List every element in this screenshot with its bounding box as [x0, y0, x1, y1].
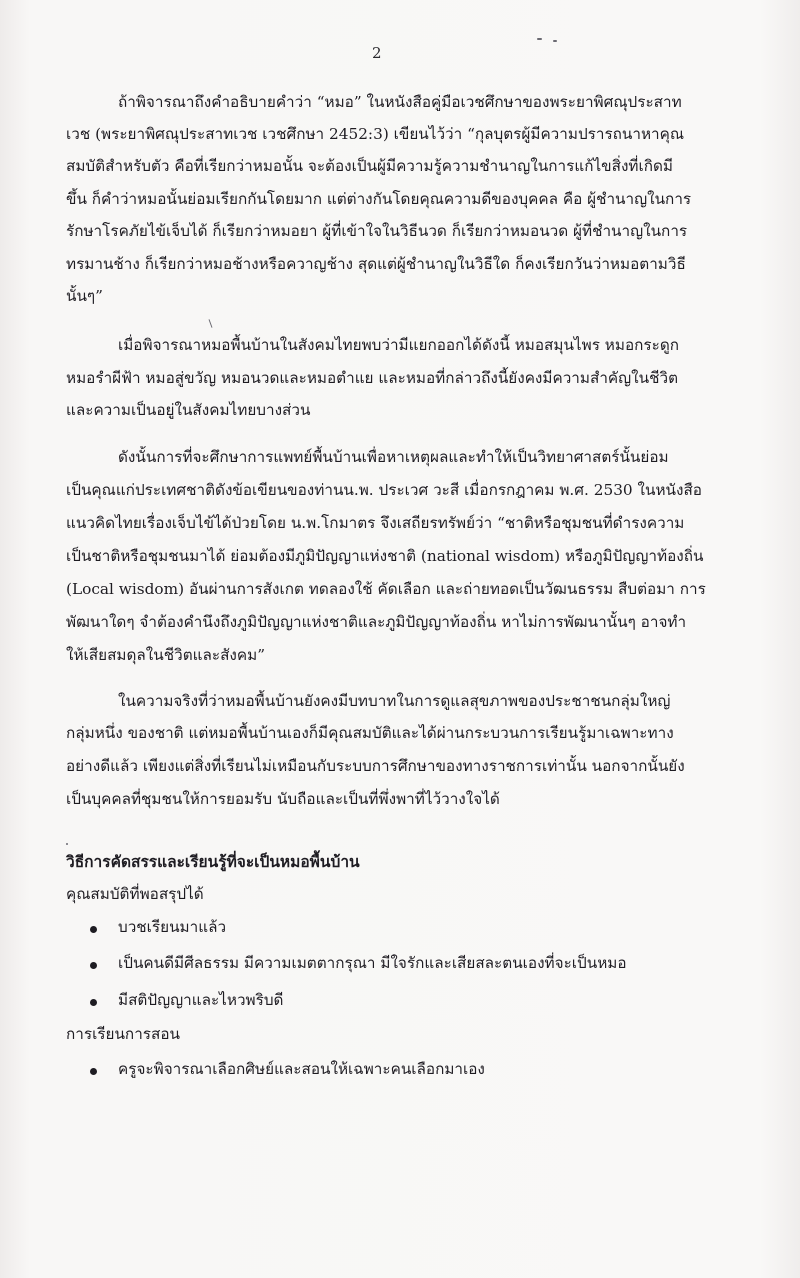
bullet-icon	[90, 1068, 97, 1075]
qualification-item: มีสติปัญญาและไหวพริบดี	[118, 991, 284, 1009]
paragraph-4-line: เป็นบุคคลที่ชุมชนให้การยอมรับ นับถือและเป็นที่พึ่งพาที่ไว้วางใจได้	[66, 790, 500, 808]
paragraph-1-line: ทรมานช้าง ก็เรียกว่าหมอช้างหรือควาญช้าง สุดแต่ผู้ชำนาญในวิธีใด ก็คงเรียกวันว่าหมอตามวิธี	[66, 255, 686, 273]
paragraph-3-line: พัฒนาใดๆ จำต้องคำนึงถึงภูมิปัญญาแห่งชาติและภูมิปัญญาท้องถิ่น หาไม่การพัฒนานั้นๆ อาจทำ	[66, 613, 687, 631]
paragraph-2-line: และความเป็นอยู่ในสังคมไทยบางส่วน	[66, 401, 311, 419]
paragraph-1-line: สมบัติสำหรับตัว คือที่เรียกว่าหมอนั้น จะต้องเป็นผู้มีความรู้ความชำนาญในการแก้ไขสิ่งที่เกิดมี	[66, 157, 673, 175]
paragraph-4-line: กลุ่มหนึ่ง ของชาติ แต่หมอพื้นบ้านเองก็มีคุณสมบัติและได้ผ่านกระบวนการเรียนรู้มาเฉพาะทาง	[66, 724, 674, 742]
qualification-item: เป็นคนดีมีศีลธรรม มีความเมตตากรุณา มีใจรักและเสียสละตนเองที่จะเป็นหมอ	[118, 954, 627, 972]
scan-speck	[537, 38, 542, 40]
paragraph-3-line: ดังนั้นการที่จะศึกษาการแพทย์พื้นบ้านเพื่อหาเหตุผลและทำให้เป็นวิทยาศาสตร์นั้นย่อม	[118, 448, 669, 466]
paragraph-3-line: เป็นคุณแก่ประเทศชาติดังข้อเขียนของท่านน.พ. ประเวศ วะสี เมื่อกรกฎาคม พ.ศ. 2530 ในหนังสือ	[66, 481, 702, 499]
teaching-item: ครูจะพิจารณาเลือกศิษย์และสอนให้เฉพาะคนเลือกมาเอง	[118, 1060, 485, 1078]
paragraph-3-line: ให้เสียสมดุลในชีวิตและสังคม”	[66, 646, 266, 664]
qualifications-label: คุณสมบัติที่พอสรุปได้	[66, 885, 204, 903]
bullet-icon	[90, 926, 97, 933]
scan-speck	[66, 843, 68, 845]
scan-speck	[553, 40, 557, 42]
paragraph-2-line: เมื่อพิจารณาหมอพื้นบ้านในสังคมไทยพบว่ามีแยกออกได้ดังนี้ หมอสมุนไพร หมอกระดูก	[118, 336, 680, 354]
paragraph-1-line: นั้นๆ”	[66, 287, 103, 305]
paragraph-2-line: หมอรำผีฟ้า หมอสู่ขวัญ หมอนวดและหมอตำแย และหมอที่กล่าวถึงนี้ยังคงมีความสำคัญในชีวิต	[66, 369, 679, 387]
paragraph-3-line: เป็นชาติหรือชุมชนมาได้ ย่อมต้องมีภูมิปัญญาแห่งชาติ (national wisdom) หรือภูมิปัญญาท้องถิ่น	[66, 547, 704, 565]
paragraph-1-line: เวช (พระยาพิศณุประสาทเวช เวชศึกษา 2452:3) เขียนไว้ว่า “กุลบุตรผู้มีความปรารถนาหาคุณ	[66, 125, 685, 143]
paragraph-1-line: ถ้าพิจารณาถึงคำอธิบายคำว่า “หมอ” ในหนังสือคู่มือเวชศึกษาของพระยาพิศณุประสาท	[118, 93, 682, 111]
bullet-icon	[90, 999, 97, 1006]
paragraph-1-line: รักษาโรคภัยไข้เจ็บได้ ก็เรียกว่าหมอยา ผู้ที่เข้าใจในวิธีนวด ก็เรียกว่าหมอนวด ผู้ที่ชำนาญในการ	[66, 222, 688, 240]
paragraph-4-line: ในความจริงที่ว่าหมอพื้นบ้านยังคงมีบทบาทในการดูแลสุขภาพของประชาชนกลุ่มใหญ่	[118, 692, 671, 710]
paragraph-3-line: (Local wisdom) อันผ่านการสังเกต ทดลองใช้ คัดเลือก และถ่ายทอดเป็นวัฒนธรรม สืบต่อมา การ	[66, 580, 706, 598]
paragraph-4-line: อย่างดีแล้ว เพียงแต่สิ่งที่เรียนไม่เหมือนกับระบบการศึกษาของทางราชการเท่านั้น นอกจากนั้นยัง	[66, 757, 685, 775]
paragraph-3-line: แนวคิดไทยเรื่องเจ็บไข้ได้ป่วยโดย น.พ.โกมาตร จึงเสถียรทรัพย์ว่า “ชาติหรือชุมชนที่ดำรงความ	[66, 514, 685, 532]
qualification-item: บวชเรียนมาแล้ว	[118, 918, 227, 936]
page-number: 2	[372, 44, 382, 62]
paragraph-1-line: ขึ้น ก็คำว่าหมอนั้นย่อมเรียกกันโดยมาก แต่ต่างกันโดยคุณความดีของบุคคล คือ ผู้ชำนาญในการ	[66, 190, 692, 208]
scan-speck	[208, 319, 212, 328]
section-heading: วิธีการคัดสรรและเรียนรู้ที่จะเป็นหมอพื้นบ้าน	[66, 852, 360, 871]
bullet-icon	[90, 962, 97, 969]
teaching-label: การเรียนการสอน	[66, 1025, 180, 1043]
